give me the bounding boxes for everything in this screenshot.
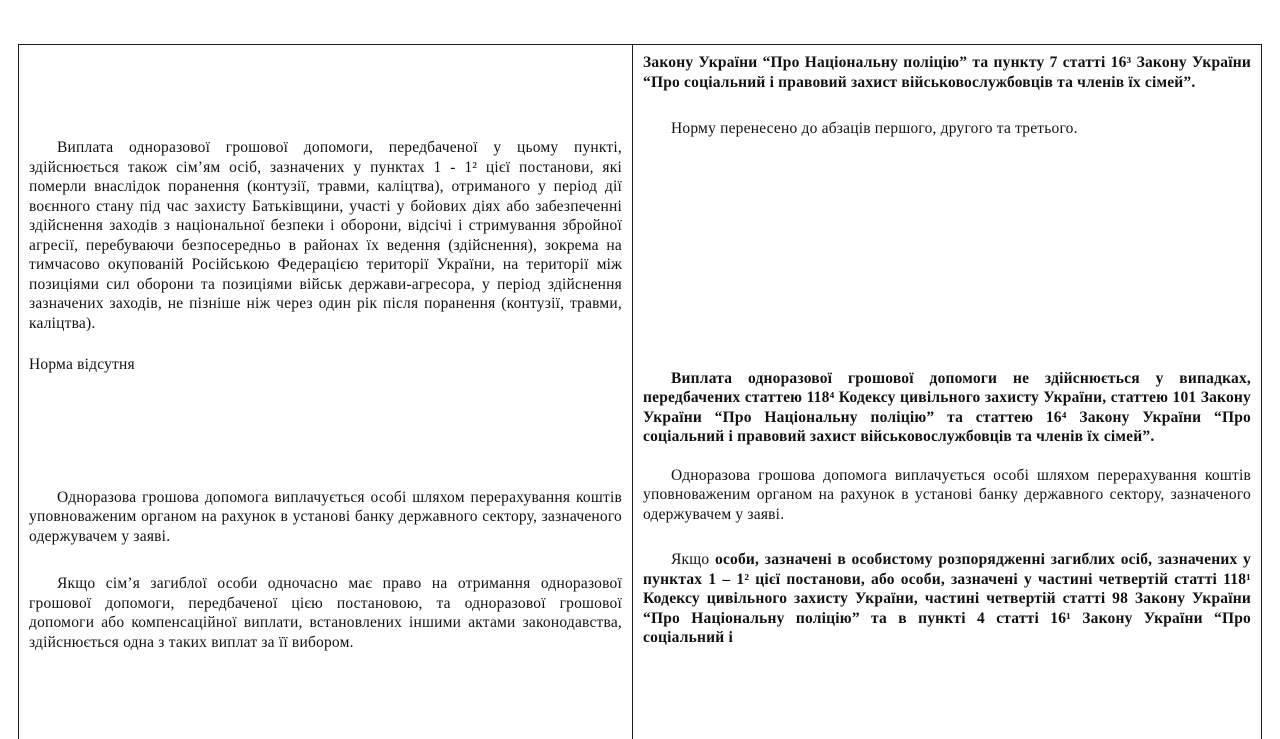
- left-paragraph-lump-sum-payment-families: Виплата одноразової грошової допомоги, передбаченої у цьому пункті, здійснюється також сім’ям осіб, зазначених у пунктах 1 - 1² цієї постанови, які померли внаслідок поранення (контузії, травми, каліцтва), отриманого у період дії воєнного стану під час захисту Батьківщини, участі у бойових діях або забезпеченні здійснення заходів з національної безпеки і оборони, відсічі і стримування збройної агресії, перебуваючи безпосередньо в районах їх ведення (здійснення), зокрема на тимчасово окупованій Російською Федерацією території України, на території між позиціями сил оборони та позиціями військ держави-агресора, у період здійснення зазначених заходів, не пізніше ніж через один рік після поранення (контузії, травми, каліцтва).: [29, 139, 622, 332]
- left-paragraph-family-choice-of-payment: Якщо сім’я загиблої особи одночасно має право на отримання одноразової грошової допомоги, передбаченої цією постановою, та одноразової грошової допомоги або компенсаційної виплати, встановлених іншими актами законодавства, здійснюється одна з таких виплат за її вибором.: [29, 575, 622, 651]
- left-paragraph-norm-absent: Норма відсутня: [29, 356, 135, 373]
- left-paragraph-payment-to-bank-account: Одноразова грошова допомога виплачується особі шляхом перерахування коштів уповноваженим органом на рахунок в установі банку державного сектору, зазначеного одержувачем у заяві.: [29, 488, 622, 545]
- right-paragraph-bold-portion: особи, зазначені в особистому розпорядженні загиблих осіб, зазначених у пунктах 1 – 1² цієї постанови, або особи, зазначені у частині четвертій статті 118¹ Кодексу цивільного захисту України, частині четвертій статті 98 Закону України “Про Національну поліцію” та в пункті 4 статті 16¹ Закону України “Про соціальний і: [643, 551, 1251, 646]
- right-column-new-wording: [633, 45, 1261, 739]
- right-paragraph-payment-not-made-cases: Виплата одноразової грошової допомоги не здійснюється у випадках, передбачених статтею 118⁴ Кодексу цивільного захисту України, статтею 101 Закону України “Про Національну поліцію” та статтею 16⁴ Закону України “Про соціальний і правовий захист військовослужбовців та членів їх сімей”.: [643, 369, 1251, 445]
- right-paragraph-persons-in-personal-disposition: [643, 550, 1251, 648]
- comparison-table: [18, 44, 1262, 739]
- right-paragraph-lead-word: Якщо: [671, 551, 715, 568]
- right-paragraph-law-references-continued: Закону України “Про Національну поліцію” та пункту 7 статті 16³ Закону України “Про соціальний і правовий захист військовослужбовців та членів їх сімей”.: [643, 54, 1251, 91]
- left-column-current-wording: [19, 45, 633, 739]
- right-paragraph-norm-moved: Норму перенесено до абзаців першого, другого та третього.: [671, 120, 1078, 137]
- right-paragraph-payment-to-bank-account: Одноразова грошова допомога виплачується особі шляхом перерахування коштів уповноваженим органом на рахунок в установі банку державного сектору, зазначеного одержувачем у заяві.: [643, 466, 1251, 523]
